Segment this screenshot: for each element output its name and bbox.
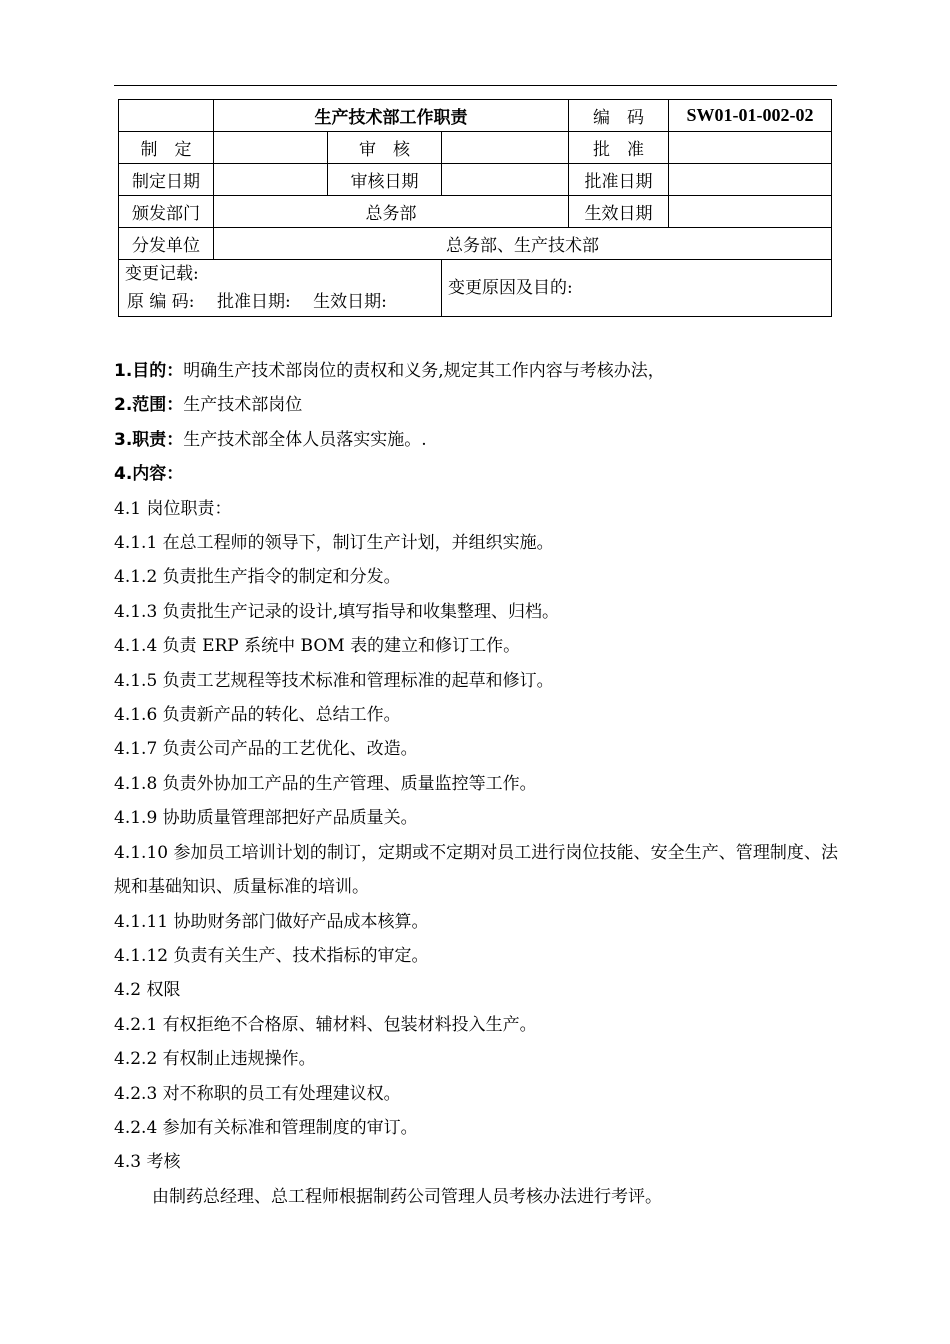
duty-label: 3.职责： (114, 429, 184, 450)
made-value (214, 132, 328, 164)
body-line: 4.2.1 有权拒绝不合格原、辅材料、包装材料投入生产。 (114, 1014, 537, 1035)
body-line: 4.1.7 负责公司产品的工艺优化、改造。 (114, 739, 418, 760)
body-line: 4.1.5 负责工艺规程等技术标准和管理标准的起草和修订。 (114, 670, 554, 691)
body-line: 4.2.4 参加有关标准和管理制度的审订。 (114, 1117, 418, 1138)
dist-value: 总务部、生产技术部 (214, 228, 832, 260)
body-line: 4.3 考核 (114, 1152, 181, 1173)
blank-cell (119, 100, 214, 132)
effective-date-label: 生效日期 (569, 196, 669, 228)
change-reason-cell (442, 260, 832, 317)
body-line: 4.1 岗位职责： (114, 498, 232, 519)
document-body (114, 354, 838, 1214)
approve-label: 批 准 (569, 132, 669, 164)
header-rule (114, 85, 837, 86)
change-reason-label: 变更原因及目的: (448, 278, 573, 298)
body-line: 4.1.10 参加员工培训计划的制订，定期或不定期对员工进行岗位技能、安全生产、管理制度、法规和基础知识、质量标准的培训。 (114, 842, 838, 898)
approve-date-value (669, 164, 832, 196)
made-label: 制 定 (119, 132, 214, 164)
body-line: 4.2 权限 (114, 980, 181, 1001)
purpose-label: 1.目的： (114, 361, 184, 381)
effective-date-value (669, 196, 832, 228)
review-label: 审 核 (328, 132, 442, 164)
content-label: 4.内容： (114, 464, 184, 485)
document-title: 生产技术部工作职责 (214, 100, 569, 132)
body-line: 4.2.2 有权制止违规操作。 (114, 1049, 316, 1070)
body-line: 4.1.1 在总工程师的领导下，制订生产计划，并组织实施。 (114, 533, 554, 554)
issue-dept-label: 颁发部门 (119, 196, 214, 228)
content-heading (114, 457, 838, 491)
change-record-fields: 原 编 码: 批准日期: 生效日期: (127, 292, 387, 312)
body-line: 4.1.12 负责有关生产、技术指标的审定。 (114, 945, 429, 966)
scope-text: 生产技术部岗位 (183, 395, 303, 416)
body-line: 4.1.11 协助财务部门做好产品成本核算。 (114, 911, 429, 932)
change-record-label: 变更记载: (125, 264, 199, 284)
review-date-value (442, 164, 569, 196)
purpose-line (114, 354, 838, 388)
scope-line (114, 388, 838, 422)
duty-line (114, 423, 838, 457)
body-line: 4.1.9 协助质量管理部把好产品质量关。 (114, 808, 418, 829)
approve-value (669, 132, 832, 164)
duty-text: 生产技术部全体人员落实实施。. (183, 429, 427, 450)
body-line: 4.1.6 负责新产品的转化、总结工作。 (114, 705, 401, 726)
body-line: 4.2.3 对不称职的员工有处理建议权。 (114, 1083, 401, 1104)
change-record-cell (119, 260, 442, 317)
review-value (442, 132, 569, 164)
made-date-value (214, 164, 328, 196)
scope-label: 2.范围： (114, 395, 184, 416)
body-line: 由制药总经理、总工程师根据制药公司管理人员考核办法进行考评。 (152, 1186, 662, 1207)
body-line: 4.1.8 负责外协加工产品的生产管理、质量监控等工作。 (114, 773, 537, 794)
body-line: 4.1.2 负责批生产指令的制定和分发。 (114, 567, 401, 588)
dist-label: 分发单位 (119, 228, 214, 260)
purpose-text: 明确生产技术部岗位的责权和义务,规定其工作内容与考核办法， (183, 361, 665, 381)
body-line: 4.1.3 负责批生产记录的设计,填写指导和收集整理、归档。 (114, 601, 560, 622)
review-date-label: 审核日期 (328, 164, 442, 196)
approve-date-label: 批准日期 (569, 164, 669, 196)
body-line: 4.1.4 负责 ERP 系统中 BOM 表的建立和修订工作。 (114, 636, 521, 657)
issue-dept-value: 总务部 (214, 196, 569, 228)
code-label: 编 码 (569, 100, 669, 132)
document-header-table (118, 99, 832, 317)
made-date-label: 制定日期 (119, 164, 214, 196)
code-value: SW01-01-002-02 (669, 100, 832, 132)
